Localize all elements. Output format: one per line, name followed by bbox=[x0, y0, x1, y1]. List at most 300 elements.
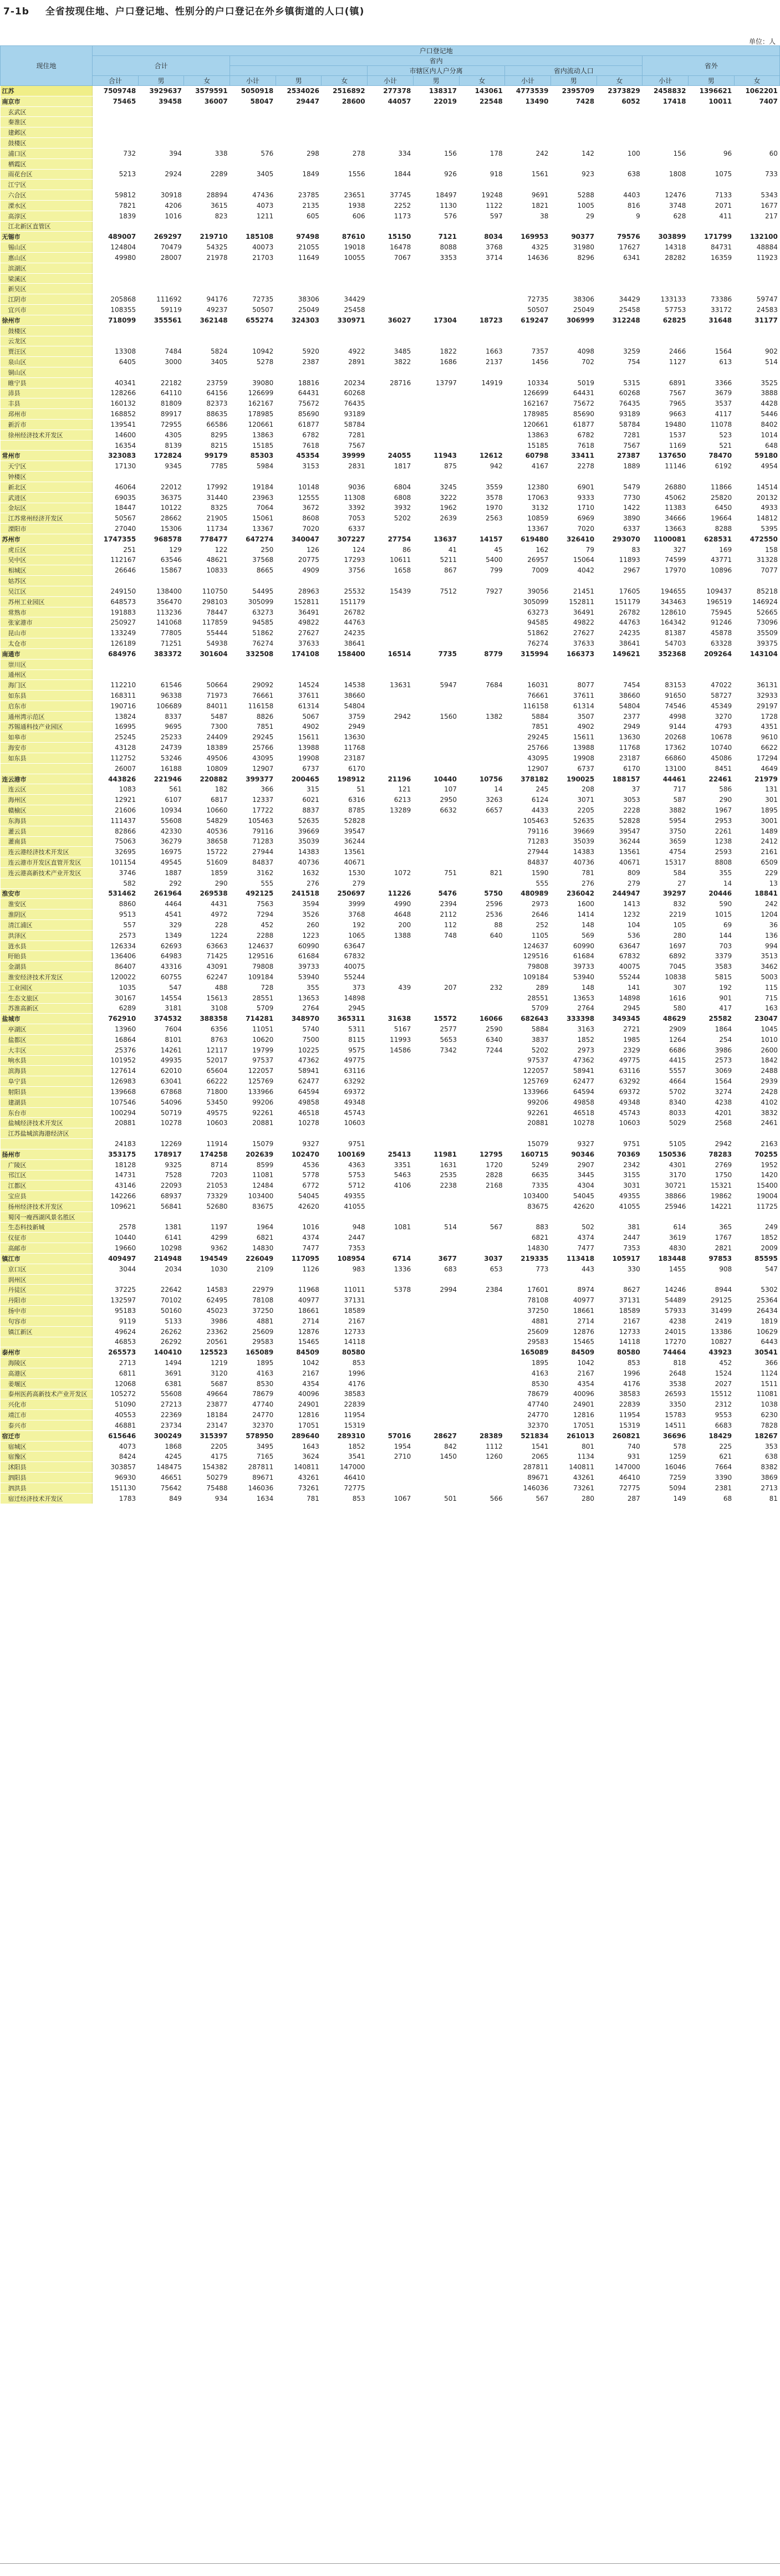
value-cell: 1852 bbox=[322, 1441, 368, 1451]
value-cell bbox=[459, 1201, 505, 1212]
value-cell: 64156 bbox=[184, 388, 230, 398]
table-row bbox=[1, 1389, 780, 1399]
value-cell: 926 bbox=[413, 169, 459, 180]
value-cell: 185108 bbox=[230, 232, 276, 242]
value-cell: 45349 bbox=[688, 701, 734, 711]
unit-label: 单位：人 bbox=[748, 38, 776, 45]
population-table bbox=[0, 45, 780, 1504]
value-cell bbox=[550, 263, 597, 273]
table-row bbox=[1, 305, 780, 315]
value-cell bbox=[368, 325, 414, 336]
value-cell: 10934 bbox=[138, 805, 184, 816]
value-cell bbox=[413, 701, 459, 711]
value-cell: 10334 bbox=[505, 377, 551, 388]
value-cell: 105463 bbox=[230, 815, 276, 826]
value-cell: 11968 bbox=[276, 1285, 322, 1295]
table-row bbox=[1, 1212, 780, 1222]
value-cell: 52635 bbox=[276, 815, 322, 826]
value-cell bbox=[643, 138, 689, 149]
value-cell: 290 bbox=[184, 878, 230, 888]
value-cell: 2534026 bbox=[276, 86, 322, 96]
sub-header-cell: 女 bbox=[322, 76, 368, 86]
table-row bbox=[1, 784, 780, 795]
value-cell: 265573 bbox=[93, 1347, 139, 1358]
value-cell: 15321 bbox=[688, 1180, 734, 1191]
value-cell: 3659 bbox=[643, 836, 689, 847]
value-cell: 411 bbox=[688, 211, 734, 221]
value-cell: 84731 bbox=[688, 242, 734, 253]
value-cell: 20775 bbox=[276, 555, 322, 565]
value-cell bbox=[459, 617, 505, 628]
region-name: 姑苏区 bbox=[1, 576, 93, 586]
value-cell: 40536 bbox=[184, 826, 230, 836]
region-name: 洪泽区 bbox=[1, 930, 93, 941]
value-cell: 7353 bbox=[322, 1243, 368, 1254]
value-cell bbox=[413, 1243, 459, 1254]
region-name: 武进区 bbox=[1, 492, 93, 503]
value-cell: 3350 bbox=[643, 1399, 689, 1410]
value-cell: 7454 bbox=[597, 680, 643, 691]
table-row bbox=[1, 472, 780, 482]
value-cell bbox=[93, 1212, 139, 1222]
value-cell: 1962 bbox=[413, 503, 459, 513]
value-cell: 16359 bbox=[688, 253, 734, 263]
value-cell: 7664 bbox=[688, 1462, 734, 1473]
region-name: 无锡市 bbox=[1, 232, 93, 242]
value-cell: 9695 bbox=[138, 722, 184, 732]
value-cell: 11649 bbox=[276, 253, 322, 263]
value-cell: 11081 bbox=[734, 1389, 780, 1399]
region-name: 灌南县 bbox=[1, 836, 93, 847]
value-cell bbox=[413, 753, 459, 764]
value-cell: 62477 bbox=[550, 1076, 597, 1087]
value-cell: 6804 bbox=[368, 482, 414, 492]
value-cell: 13960 bbox=[93, 1024, 139, 1035]
value-cell bbox=[368, 1066, 414, 1076]
value-cell: 94585 bbox=[505, 617, 551, 628]
value-cell: 10055 bbox=[322, 253, 368, 263]
value-cell: 95183 bbox=[93, 1306, 139, 1316]
value-cell: 178 bbox=[459, 148, 505, 159]
value-cell: 7009 bbox=[505, 565, 551, 576]
value-cell: 10833 bbox=[184, 565, 230, 576]
value-cell: 16046 bbox=[643, 1462, 689, 1473]
value-cell bbox=[459, 1097, 505, 1107]
value-cell: 147000 bbox=[322, 1462, 368, 1473]
value-cell: 8088 bbox=[413, 242, 459, 253]
value-cell: 1686 bbox=[413, 357, 459, 367]
value-cell: 126699 bbox=[505, 388, 551, 398]
value-cell bbox=[93, 273, 139, 284]
value-cell: 69 bbox=[688, 920, 734, 931]
value-cell: 217 bbox=[734, 211, 780, 221]
region-name: 灌云县 bbox=[1, 826, 93, 836]
value-cell bbox=[138, 1128, 184, 1139]
value-cell bbox=[643, 117, 689, 127]
value-cell: 8215 bbox=[184, 440, 230, 451]
value-cell: 219335 bbox=[505, 1254, 551, 1264]
value-cell: 18841 bbox=[734, 888, 780, 899]
value-cell: 10660 bbox=[184, 805, 230, 816]
table-row bbox=[1, 1326, 780, 1337]
sub-header-cell: 小计 bbox=[230, 76, 276, 86]
value-cell bbox=[368, 1483, 414, 1493]
value-cell: 547 bbox=[734, 1264, 780, 1274]
value-cell: 43316 bbox=[138, 962, 184, 972]
value-cell: 9327 bbox=[276, 1139, 322, 1149]
value-cell: 809 bbox=[597, 867, 643, 878]
table-row bbox=[1, 847, 780, 857]
value-cell: 1420 bbox=[734, 1170, 780, 1180]
value-cell: 25609 bbox=[505, 1326, 551, 1337]
value-cell: 152811 bbox=[276, 596, 322, 607]
value-cell bbox=[459, 1243, 505, 1254]
value-cell bbox=[459, 1118, 505, 1128]
value-cell: 17722 bbox=[230, 805, 276, 816]
value-cell: 15185 bbox=[230, 440, 276, 451]
value-cell: 17293 bbox=[322, 555, 368, 565]
value-cell: 46853 bbox=[93, 1337, 139, 1347]
table-row bbox=[1, 377, 780, 388]
value-cell: 40977 bbox=[276, 1295, 322, 1306]
value-cell: 38641 bbox=[322, 638, 368, 649]
value-cell: 2167 bbox=[322, 1316, 368, 1326]
value-cell: 61546 bbox=[138, 680, 184, 691]
table-row bbox=[1, 805, 780, 816]
value-cell: 934 bbox=[184, 1493, 230, 1504]
value-cell: 37131 bbox=[322, 1295, 368, 1306]
value-cell: 151130 bbox=[93, 1483, 139, 1493]
value-cell bbox=[138, 669, 184, 680]
value-cell bbox=[93, 117, 139, 127]
value-cell: 480989 bbox=[505, 888, 551, 899]
value-cell: 902 bbox=[734, 346, 780, 357]
value-cell: 3986 bbox=[184, 1316, 230, 1326]
value-cell bbox=[459, 1233, 505, 1243]
value-cell: 2071 bbox=[688, 200, 734, 211]
region-name: 相城区 bbox=[1, 565, 93, 576]
value-cell: 10896 bbox=[688, 565, 734, 576]
value-cell: 578 bbox=[643, 1441, 689, 1451]
value-cell: 63663 bbox=[184, 941, 230, 951]
value-cell bbox=[459, 1274, 505, 1285]
value-cell: 3270 bbox=[688, 711, 734, 722]
value-cell: 18497 bbox=[413, 190, 459, 201]
value-cell: 2924 bbox=[138, 169, 184, 180]
value-cell bbox=[459, 367, 505, 377]
region-name: 徐州经济技术开发区 bbox=[1, 430, 93, 440]
value-cell: 13988 bbox=[550, 743, 597, 753]
value-cell bbox=[322, 325, 368, 336]
value-cell bbox=[322, 336, 368, 346]
value-cell: 2384 bbox=[459, 1285, 505, 1295]
value-cell: 6635 bbox=[505, 1170, 551, 1180]
value-cell: 3999 bbox=[322, 899, 368, 909]
value-cell: 81809 bbox=[138, 398, 184, 409]
value-cell bbox=[597, 669, 643, 680]
value-cell: 148475 bbox=[138, 1462, 184, 1473]
value-cell bbox=[413, 993, 459, 1003]
value-cell: 355561 bbox=[138, 315, 184, 325]
value-cell: 30918 bbox=[138, 190, 184, 201]
value-cell: 52017 bbox=[184, 1055, 230, 1066]
value-cell: 194549 bbox=[184, 1254, 230, 1264]
value-cell bbox=[230, 221, 276, 232]
value-cell: 4325 bbox=[505, 242, 551, 253]
value-cell: 3485 bbox=[368, 346, 414, 357]
value-cell: 1456 bbox=[505, 357, 551, 367]
region-name: 丰县 bbox=[1, 398, 93, 409]
value-cell bbox=[459, 284, 505, 294]
value-cell: 1014 bbox=[734, 430, 780, 440]
value-cell bbox=[368, 1389, 414, 1399]
value-cell: 2065 bbox=[505, 1451, 551, 1462]
value-cell: 1631 bbox=[413, 1159, 459, 1170]
table-row bbox=[1, 930, 780, 941]
value-cell: 2238 bbox=[413, 1180, 459, 1191]
value-cell: 19799 bbox=[230, 1045, 276, 1055]
value-cell: 85595 bbox=[734, 1254, 780, 1264]
region-name: 高港区 bbox=[1, 1368, 93, 1378]
value-cell: 38306 bbox=[550, 294, 597, 305]
value-cell: 12816 bbox=[550, 1410, 597, 1420]
value-cell: 129 bbox=[138, 544, 184, 555]
value-cell: 47362 bbox=[276, 1055, 322, 1066]
value-cell bbox=[184, 127, 230, 138]
value-cell: 2167 bbox=[597, 1316, 643, 1326]
value-cell: 2596 bbox=[459, 899, 505, 909]
value-cell: 12795 bbox=[459, 1149, 505, 1159]
value-cell bbox=[368, 962, 414, 972]
value-cell bbox=[459, 826, 505, 836]
value-cell: 111692 bbox=[138, 294, 184, 305]
value-cell bbox=[368, 159, 414, 169]
value-cell: 2578 bbox=[93, 1222, 139, 1233]
value-cell: 40977 bbox=[550, 1295, 597, 1306]
value-cell: 13863 bbox=[505, 430, 551, 440]
value-cell: 90346 bbox=[550, 1149, 597, 1159]
region-name: 宿迁经济技术开发区 bbox=[1, 1493, 93, 1504]
value-cell: 1134 bbox=[550, 1451, 597, 1462]
table-row bbox=[1, 1066, 780, 1076]
value-cell: 1045 bbox=[734, 1024, 780, 1035]
value-cell bbox=[93, 1128, 139, 1139]
value-cell: 6811 bbox=[93, 1368, 139, 1378]
value-cell bbox=[322, 1274, 368, 1285]
value-cell: 5249 bbox=[505, 1159, 551, 1170]
value-cell: 4354 bbox=[276, 1378, 322, 1389]
table-row bbox=[1, 1462, 780, 1473]
value-cell: 26957 bbox=[505, 555, 551, 565]
value-cell: 514 bbox=[734, 357, 780, 367]
value-cell bbox=[413, 1295, 459, 1306]
value-cell bbox=[368, 1368, 414, 1378]
value-cell bbox=[413, 1107, 459, 1118]
table-row bbox=[1, 826, 780, 836]
value-cell: 1767 bbox=[688, 1233, 734, 1243]
value-cell: 23047 bbox=[734, 1014, 780, 1024]
value-cell: 54804 bbox=[597, 701, 643, 711]
table-row bbox=[1, 1159, 780, 1170]
value-cell: 4990 bbox=[368, 899, 414, 909]
value-cell: 6622 bbox=[734, 743, 780, 753]
header-registration: 户口登记地 bbox=[93, 46, 780, 56]
value-cell: 5653 bbox=[413, 1034, 459, 1045]
value-cell: 141068 bbox=[138, 617, 184, 628]
value-cell bbox=[368, 638, 414, 649]
value-cell: 2994 bbox=[413, 1285, 459, 1295]
value-cell: 2163 bbox=[734, 1139, 780, 1149]
value-cell: 40671 bbox=[322, 857, 368, 868]
value-cell bbox=[459, 1107, 505, 1118]
value-cell: 4201 bbox=[688, 1107, 734, 1118]
value-cell: 54096 bbox=[138, 1097, 184, 1107]
value-cell: 13367 bbox=[230, 524, 276, 534]
value-cell: 1952 bbox=[734, 1159, 780, 1170]
value-cell bbox=[688, 221, 734, 232]
value-cell: 19908 bbox=[550, 753, 597, 764]
value-cell bbox=[505, 127, 551, 138]
value-cell: 48884 bbox=[734, 242, 780, 253]
value-cell: 37225 bbox=[93, 1285, 139, 1295]
value-cell: 452 bbox=[230, 920, 276, 931]
value-cell: 67868 bbox=[138, 1087, 184, 1097]
value-cell: 38641 bbox=[597, 638, 643, 649]
value-cell bbox=[368, 1055, 414, 1066]
value-cell: 14636 bbox=[505, 253, 551, 263]
value-cell bbox=[413, 847, 459, 857]
value-cell: 2942 bbox=[688, 1139, 734, 1149]
city-row bbox=[1, 774, 780, 784]
value-cell bbox=[93, 263, 139, 273]
value-cell: 42620 bbox=[276, 1201, 322, 1212]
table-row bbox=[1, 1118, 780, 1128]
value-cell: 7067 bbox=[368, 253, 414, 263]
value-cell: 8808 bbox=[688, 857, 734, 868]
value-cell: 129516 bbox=[230, 951, 276, 962]
value-cell bbox=[459, 701, 505, 711]
value-cell: 61684 bbox=[276, 951, 322, 962]
value-cell bbox=[322, 117, 368, 127]
value-cell: 17130 bbox=[93, 461, 139, 472]
value-cell: 3677 bbox=[413, 1254, 459, 1264]
value-cell bbox=[368, 826, 414, 836]
value-cell bbox=[184, 576, 230, 586]
value-cell bbox=[413, 857, 459, 868]
sub-header-cell: 女 bbox=[734, 76, 780, 86]
region-name: 浦口区 bbox=[1, 148, 93, 159]
region-name: 清江浦区 bbox=[1, 920, 93, 931]
value-cell: 45 bbox=[459, 544, 505, 555]
value-cell: 50160 bbox=[138, 1306, 184, 1316]
value-cell: 5019 bbox=[550, 377, 597, 388]
value-cell: 126 bbox=[276, 544, 322, 555]
value-cell: 148 bbox=[550, 920, 597, 931]
city-row bbox=[1, 648, 780, 659]
value-cell: 1658 bbox=[368, 565, 414, 576]
value-cell bbox=[459, 106, 505, 117]
value-cell: 92261 bbox=[230, 1107, 276, 1118]
value-cell bbox=[276, 263, 322, 273]
value-cell: 8033 bbox=[643, 1107, 689, 1118]
value-cell: 6213 bbox=[368, 795, 414, 805]
value-cell: 353 bbox=[734, 1441, 780, 1451]
value-cell: 18723 bbox=[459, 315, 505, 325]
value-cell: 655274 bbox=[230, 315, 276, 325]
table-row bbox=[1, 117, 780, 127]
value-cell: 330 bbox=[597, 1264, 643, 1274]
value-cell bbox=[459, 1420, 505, 1431]
value-cell: 117859 bbox=[184, 617, 230, 628]
value-cell: 5750 bbox=[459, 888, 505, 899]
value-cell: 1126 bbox=[276, 1264, 322, 1274]
region-name: 淮安经济技术开发区 bbox=[1, 972, 93, 983]
value-cell: 15079 bbox=[230, 1139, 276, 1149]
value-cell: 18661 bbox=[550, 1306, 597, 1316]
value-cell: 11954 bbox=[597, 1410, 643, 1420]
value-cell: 781 bbox=[550, 867, 597, 878]
table-row bbox=[1, 1295, 780, 1306]
value-cell: 329 bbox=[138, 920, 184, 931]
value-cell bbox=[505, 117, 551, 127]
value-cell bbox=[413, 962, 459, 972]
value-cell: 578950 bbox=[230, 1430, 276, 1441]
value-cell bbox=[368, 1326, 414, 1337]
value-cell: 60 bbox=[734, 148, 780, 159]
table-row bbox=[1, 763, 780, 774]
value-cell: 13824 bbox=[93, 711, 139, 722]
value-cell: 47362 bbox=[550, 1055, 597, 1066]
value-cell: 59812 bbox=[93, 190, 139, 201]
value-cell bbox=[413, 1378, 459, 1389]
value-cell: 6892 bbox=[643, 951, 689, 962]
value-cell: 3495 bbox=[230, 1441, 276, 1451]
value-cell: 303857 bbox=[93, 1462, 139, 1473]
value-cell: 79576 bbox=[597, 232, 643, 242]
value-cell bbox=[184, 367, 230, 377]
value-cell: 14919 bbox=[459, 377, 505, 388]
value-cell: 85690 bbox=[276, 409, 322, 420]
value-cell: 72775 bbox=[597, 1483, 643, 1493]
value-cell: 36375 bbox=[138, 492, 184, 503]
value-cell bbox=[368, 273, 414, 284]
value-cell bbox=[413, 1201, 459, 1212]
value-cell: 1677 bbox=[734, 200, 780, 211]
value-cell bbox=[230, 273, 276, 284]
value-cell: 35039 bbox=[276, 836, 322, 847]
table-row bbox=[1, 1378, 780, 1389]
value-cell: 77805 bbox=[138, 628, 184, 638]
value-cell bbox=[184, 221, 230, 232]
value-cell: 125769 bbox=[230, 1076, 276, 1087]
value-cell: 289 bbox=[505, 982, 551, 993]
value-cell: 2939 bbox=[734, 1076, 780, 1087]
value-cell: 20132 bbox=[734, 492, 780, 503]
value-cell bbox=[459, 1055, 505, 1066]
value-cell bbox=[413, 659, 459, 669]
value-cell: 30167 bbox=[93, 993, 139, 1003]
value-cell: 6737 bbox=[550, 763, 597, 774]
value-cell: 8451 bbox=[688, 763, 734, 774]
value-cell: 81387 bbox=[643, 628, 689, 638]
region-name: 滨海县 bbox=[1, 1066, 93, 1076]
value-cell: 4245 bbox=[138, 1451, 184, 1462]
value-cell: 488 bbox=[184, 982, 230, 993]
value-cell: 17601 bbox=[505, 1285, 551, 1295]
value-cell: 3583 bbox=[688, 962, 734, 972]
value-cell: 6808 bbox=[368, 492, 414, 503]
value-cell: 80580 bbox=[322, 1347, 368, 1358]
